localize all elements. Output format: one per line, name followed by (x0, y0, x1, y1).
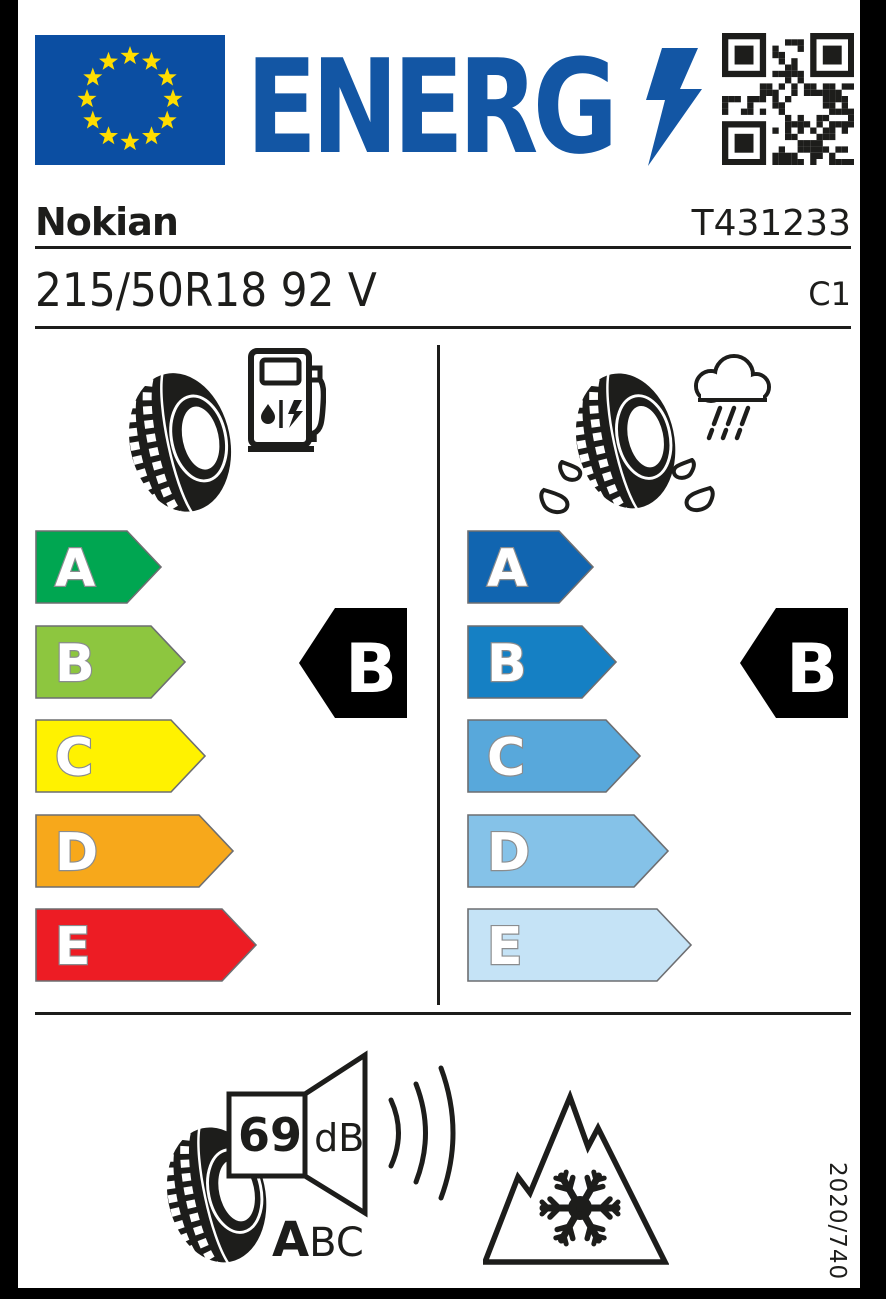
separator-line-1 (35, 246, 851, 249)
tyre-size: 215/50R18 92 V (35, 263, 377, 317)
wet-grip-scale (467, 530, 727, 982)
scale-bar-A (467, 530, 595, 604)
svg-text:B: B (55, 634, 95, 694)
separator-line-2 (35, 326, 851, 329)
right-border (860, 0, 886, 1299)
scale-bar-E (467, 908, 693, 982)
svg-text:E: E (55, 917, 91, 977)
svg-text:B: B (786, 630, 838, 709)
fuel-pump-icon (248, 348, 326, 454)
svg-text:B: B (345, 630, 397, 709)
fuel-rating-arrow (297, 606, 409, 720)
scale-bar-B (467, 625, 618, 699)
svg-text:E: E (487, 917, 523, 977)
brand-name: Nokian (35, 200, 178, 244)
type-identifier: T431233 (691, 203, 851, 244)
svg-text:D: D (55, 823, 99, 883)
noise-class (272, 1212, 364, 1268)
scale-bar-C (35, 719, 207, 793)
svg-text:B: B (487, 634, 527, 694)
left-border (0, 0, 18, 1299)
rain-cloud-icon (683, 350, 781, 442)
svg-text:C: C (55, 728, 94, 788)
scale-bar-C (467, 719, 642, 793)
noise-unit: dB (314, 1116, 365, 1160)
regulation-number: 2020/740 (824, 1162, 850, 1281)
scale-bar-B (35, 625, 187, 699)
wet-rating-arrow (738, 606, 850, 720)
splash-icon-right (668, 458, 716, 516)
energy-logo-text: ENERG (246, 31, 613, 183)
scale-bar-E (35, 908, 258, 982)
scale-bar-A (35, 530, 163, 604)
svg-text:D: D (487, 823, 531, 883)
svg-text:A: A (55, 539, 96, 599)
svg-text:C: C (487, 728, 526, 788)
lightning-bolt-icon (642, 48, 710, 168)
noise-value: 69 (238, 1108, 303, 1162)
svg-text:A: A (487, 539, 528, 599)
noise-class-highlight: A (272, 1212, 310, 1268)
noise-class-rest: BC (309, 1220, 364, 1266)
qr-code (722, 33, 854, 165)
eu-flag-icon (35, 35, 225, 165)
snowflake-mountain-icon (483, 1090, 669, 1268)
fuel-efficiency-scale (35, 530, 295, 982)
scale-bar-D (35, 814, 235, 888)
scale-bar-D (467, 814, 670, 888)
separator-line-3 (35, 1012, 851, 1015)
tyre-class: C1 (808, 275, 851, 313)
column-divider (437, 345, 440, 1005)
bottom-border (0, 1288, 886, 1299)
noise-level (238, 1108, 364, 1162)
fuel-tyre-icon (125, 368, 240, 516)
splash-icon-left (538, 460, 586, 516)
